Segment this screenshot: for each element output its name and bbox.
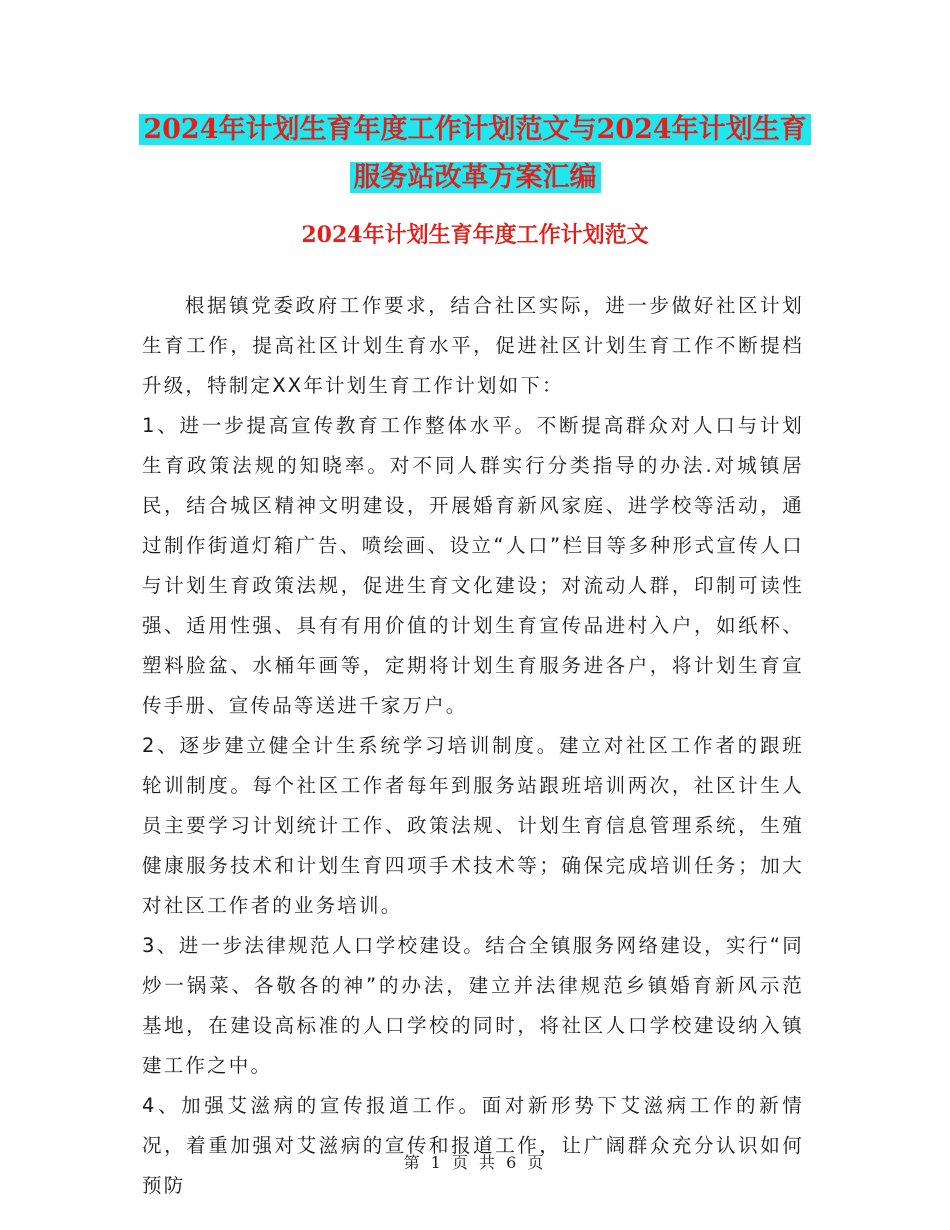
section-heading: 2024年计划生育年度工作计划范文	[301, 222, 649, 248]
page-footer: 第 1 页 共 6 页	[403, 1153, 547, 1172]
document-title	[0, 106, 950, 202]
title-line-2: 服务站改革方案汇编	[350, 162, 601, 193]
paragraph-item-4: 4、加强艾滋病的宣传报道工作。面对新形势下艾滋病工作的新情况，着重加强对艾滋病的宣传和报道工作，让广阔群众充分认识如何预防	[142, 1094, 804, 1197]
paragraph-item-2: 2、逐步建立健全计生系统学习培训制度。建立对社区工作者的跟班轮训制度。每个社区工作者每年到服务站跟班培训两次，社区计生人员主要学习计划统计工作、政策法规、计划生育信息管理系统，生殖健康服务技术和计划生育四项手术技术等；确保完成培训任务；加大对社区工作者的业务培训。	[142, 734, 804, 917]
title-line-1: 2024年计划生育年度工作计划范文与2024年计划生育	[139, 114, 810, 145]
paragraph-item-1: 1、进一步提高宣传教育工作整体水平。不断提高群众对人口与计划生育政策法规的知晓率。对不同人群实行分类指导的办法.对城镇居民，结合城区精神文明建设，开展婚育新风家庭、进学校等活动，通过制作街道灯箱广告、喷绘画、设立“人口”栏目等多种形式宣传人口与计划生育政策法规，促进生育文化建设；对流动人群，印制可读性强、适用性强、具有有用价值的计划生育宣传品进村入户，如纸杯、塑料脸盆、水桶年画等，定期将计划生育服务进各户，将计划生育宣传手册、宣传品等送进千家万户。	[142, 414, 804, 717]
intro-paragraph: 根据镇党委政府工作要求，结合社区实际，进一步做好社区计划生育工作，提高社区计划生育水平，促进社区计划生育工作不断提档升级，特制定XX年计划生育工作计划如下：	[142, 294, 804, 397]
document-body	[142, 286, 804, 1206]
paragraph-item-3: 3、进一步法律规范人口学校建设。结合全镇服务网络建设，实行“同炒一锅菜、各敬各的神”的办法，建立并法律规范乡镇婚育新风示范基地，在建设高标准的人口学校的同时，将社区人口学校建设纳入镇建工作之中。	[142, 934, 804, 1077]
